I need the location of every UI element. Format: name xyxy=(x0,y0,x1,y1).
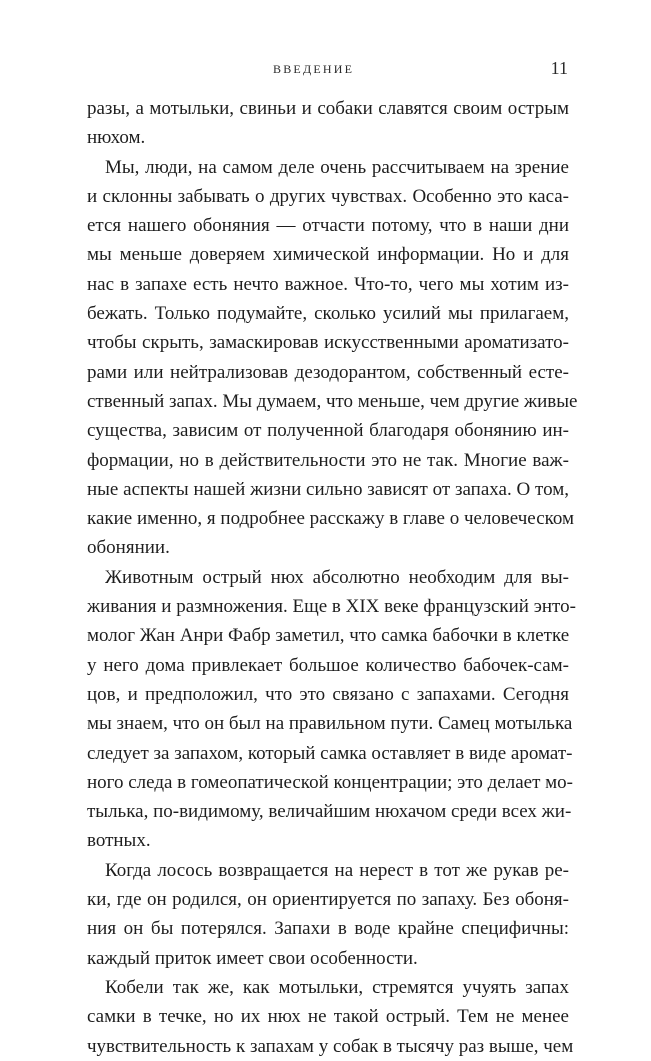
text-line: Кобели так же, как мотыльки, стремятся учуять запах xyxy=(105,976,569,998)
text-line: чтобы скрыть, замаскировав искусственными ароматизато- xyxy=(87,332,569,354)
text-line: молог Жан Анри Фабр заметил, что самка бабочки в клетке xyxy=(87,625,570,647)
paragraph xyxy=(87,563,576,856)
text-line: следует за запахом, который самка оставляет в виде аромат- xyxy=(87,742,573,764)
running-head xyxy=(0,60,651,80)
text-line: разы, а мотыльки, свиньи и собаки славятся своим острым xyxy=(87,98,569,119)
text-line: живания и размножения. Еще в XIX веке французский энто- xyxy=(87,596,576,618)
text-line: ется нашего обоняния — отчасти потому, что в наши дни xyxy=(87,215,569,237)
text-line: бежать. Только подумайте, сколько усилий мы прилагаем, xyxy=(87,303,569,325)
text-line: нас в запахе есть нечто важное. Что-то, чего мы хотим из- xyxy=(87,273,569,295)
text-line: самки в течке, но их нюх не такой острый. Тем не менее xyxy=(87,1006,569,1028)
text-line: Когда лосось возвращается на нерест в тот же рукав ре- xyxy=(105,859,569,881)
text-line: ные аспекты нашей жизни сильно зависят от запаха. О том, xyxy=(87,478,569,500)
text-line: рами или нейтрализовав дезодорантом, собственный есте- xyxy=(87,361,569,383)
text-line: Мы, люди, на самом деле очень рассчитываем на зрение xyxy=(105,156,569,178)
paragraph xyxy=(87,94,569,153)
text-line: существа, зависим от полученной благодаря обонянию ин- xyxy=(87,420,569,442)
text-line: у него дома привлекает большое количество бабочек-сам- xyxy=(87,654,569,676)
body-text xyxy=(87,94,578,1061)
text-line: мы меньше доверяем химической информации. Но и для xyxy=(87,244,569,266)
text-line: какие именно, я подробнее расскажу в главе о человеческом xyxy=(87,508,575,530)
text-line: ки, где он родился, он ориентируется по запаху. Без обоня- xyxy=(87,889,569,911)
text-line: Животным острый нюх абсолютно необходим для вы- xyxy=(105,566,569,588)
text-line: вотных. xyxy=(87,830,151,852)
text-line: чувствительность к запахам у собак в тысячу раз выше, чем xyxy=(87,1035,574,1057)
paragraph xyxy=(87,856,569,973)
text-line: и склонны забывать о других чувствах. Особенно это каса- xyxy=(87,185,569,207)
text-line: каждый приток имеет свои особенности. xyxy=(87,947,418,969)
text-line: ния он бы потерялся. Запахи в воде крайне специфичны: xyxy=(87,918,569,940)
text-line: ственный запах. Мы думаем, что меньше, чем другие живые xyxy=(87,390,578,412)
text-line: формации, но в действительности это не так. Многие важ- xyxy=(87,449,569,471)
text-line: обонянии. xyxy=(87,537,170,559)
text-line: нюхом. xyxy=(87,127,146,149)
paragraph xyxy=(87,973,574,1061)
section-title: ВВЕДЕНИЕ xyxy=(273,62,355,76)
text-line: мы знаем, что он был на правильном пути. Самец мотылька xyxy=(87,713,573,735)
page-number: 11 xyxy=(550,58,568,78)
text-line: ного следа в гомеопатической концентрации; это делает мо- xyxy=(87,771,573,793)
text-line: тылька, по-видимому, величайшим нюхачом среди всех жи- xyxy=(87,801,572,823)
text-line: цов, и предположил, что это связано с запахами. Сегодня xyxy=(87,683,569,705)
paragraph xyxy=(87,153,578,563)
